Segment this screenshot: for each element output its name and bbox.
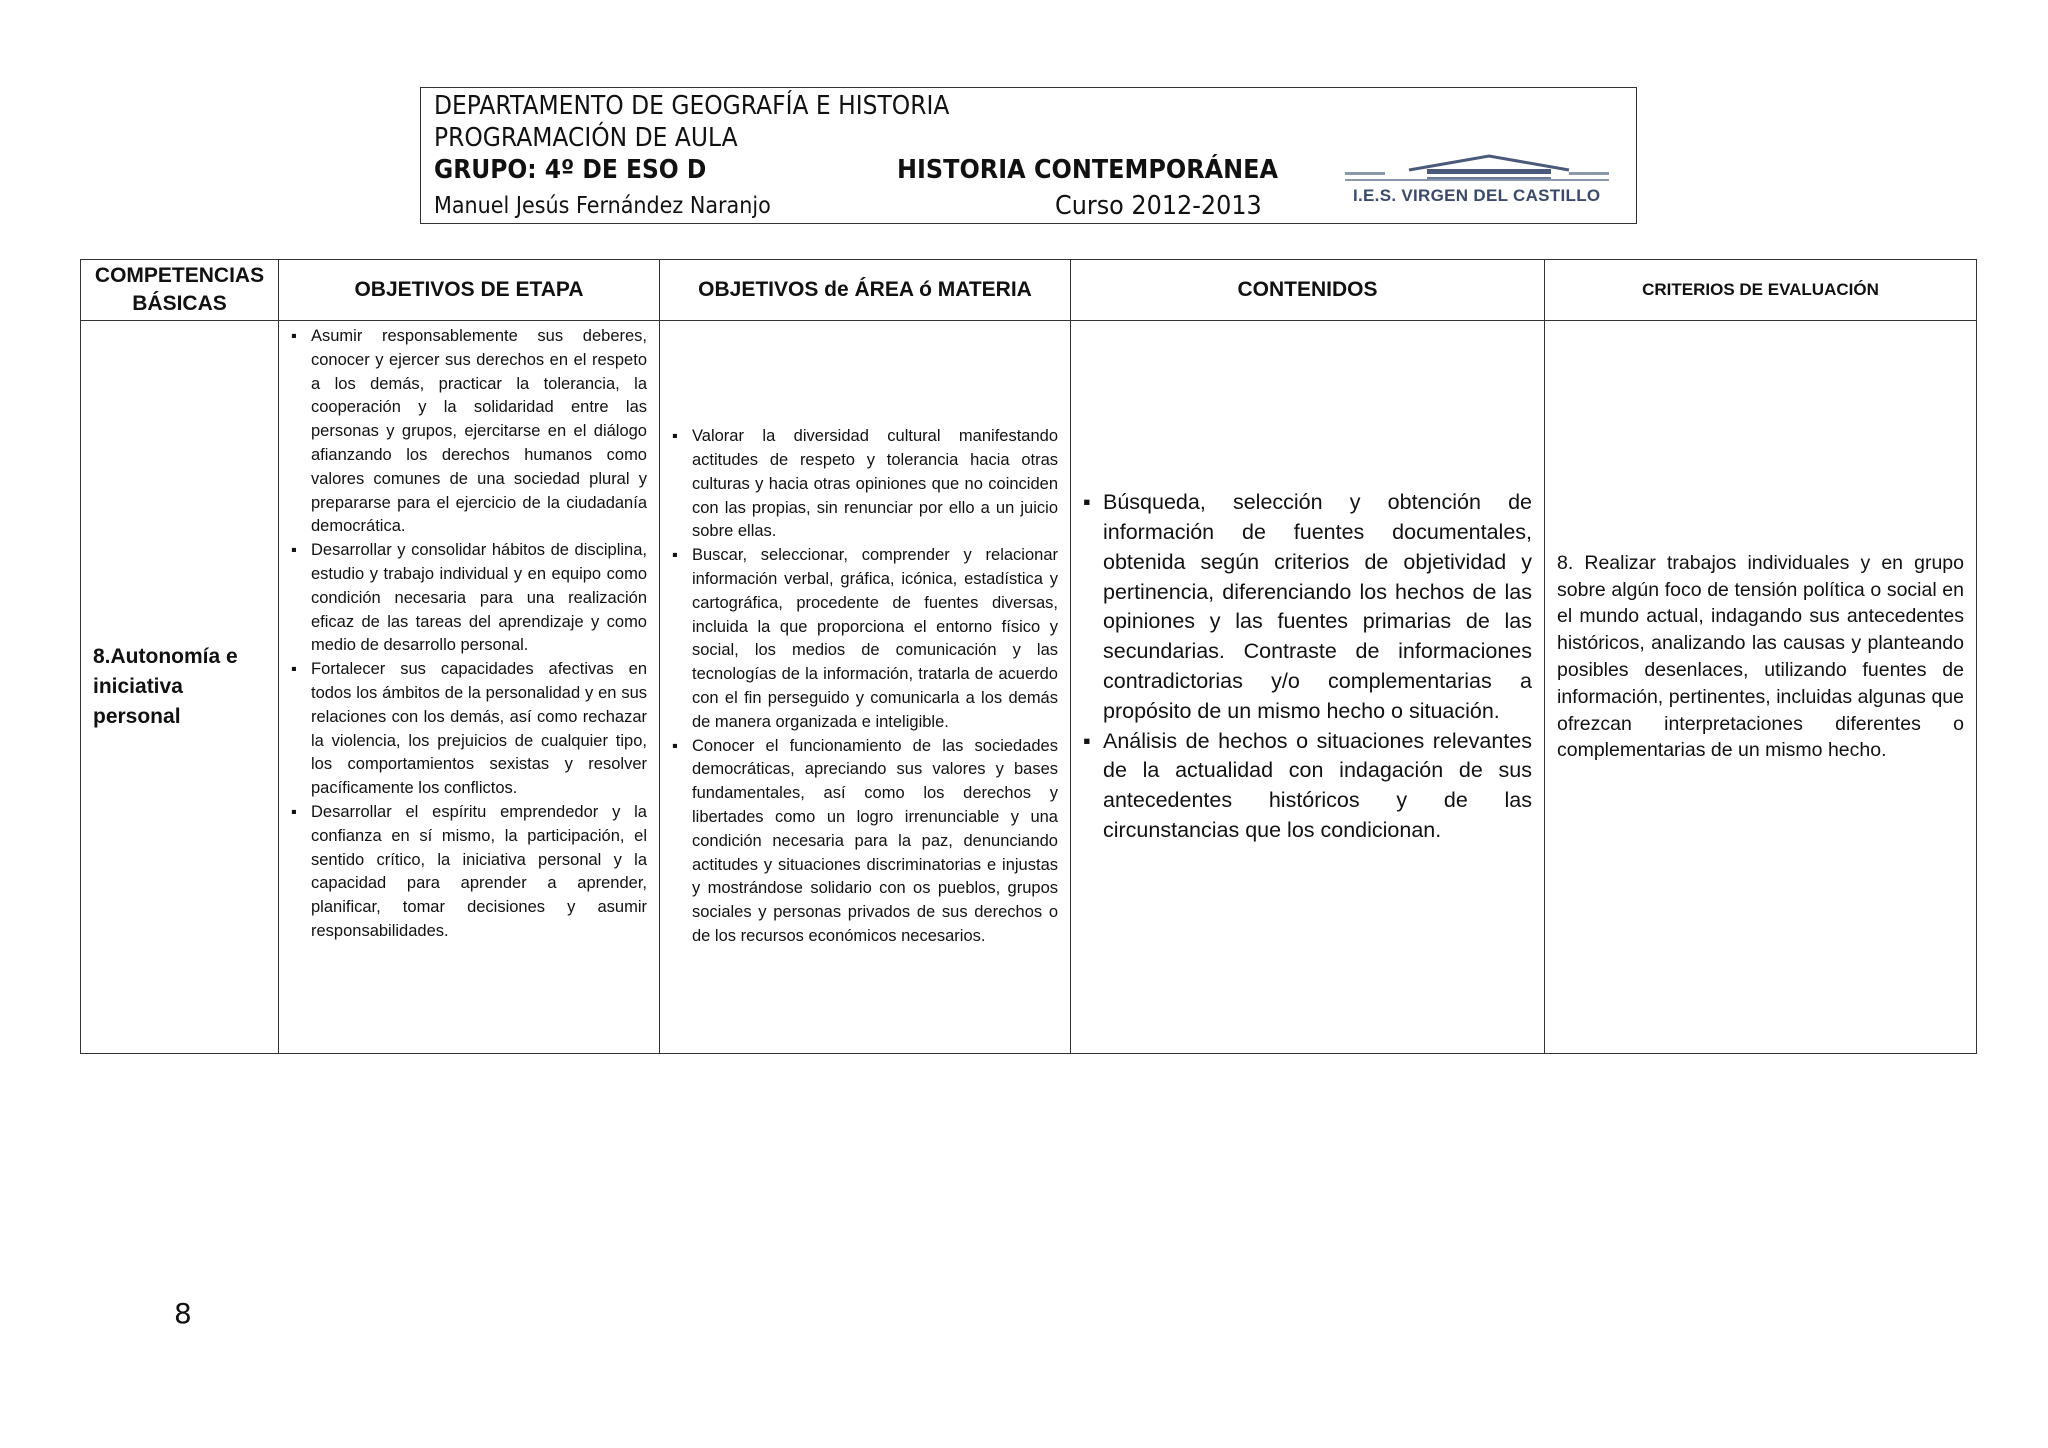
- criterio-cell: [1545, 321, 1977, 1054]
- list-item: ▪ Desarrollar y consolidar hábitos de disciplina, estudio y trabajo individual y en equipo como condición necesaria para una realización eficaz de las tareas del aprendizaje y como medio de desarrollo personal.: [291, 539, 647, 658]
- table-row: [81, 321, 1977, 1054]
- list-item: ▪ Desarrollar el espíritu emprendedor y la confianza en sí mismo, la participación, el sentido crítico, la iniciativa personal y la capacidad para aprender a aprender, planificar, tomar decisiones y asumir responsabilidades.: [291, 801, 647, 944]
- list-item: ▪ Conocer el funcionamiento de las sociedades democráticas, apreciando sus valores y bases fundamentales, así como los derechos y libertades como un logro irrenunciable y una condición necesaria para la paz, denunciando actitudes y situaciones discriminatorias e injustas y mostrándose solidario con os pueblos, grupos sociales y personas privados de sus derechos o de los recursos económicos necesarios.: [672, 735, 1058, 949]
- group-label: GRUPO: 4º DE ESO D: [434, 155, 707, 185]
- document-header: [420, 87, 1637, 224]
- contenidos-list: [1083, 488, 1532, 846]
- department-title: DEPARTAMENTO DE GEOGRAFÍA E HISTORIA: [434, 91, 950, 121]
- objetivos-etapa-list: [291, 325, 647, 944]
- header-contenidos: CONTENIDOS: [1071, 260, 1545, 321]
- table-header-row: [81, 260, 1977, 321]
- criterio-text: 8. Realizar trabajos individuales y en grupo sobre algún foco de tensión política o social en el mundo actual, indagando sus antecedentes históricos, analizando las causas y planteando posibles desenlaces, utilizando fuentes de información, pertinentes, incluidas algunas que ofrezcan interpretaciones diferentes o complementarias de un mismo hecho.: [1557, 551, 1964, 762]
- list-item: ▪ Análisis de hechos o situaciones relevantes de la actualidad con indagación de sus antecedentes históricos y de las circunstancias que los condicionan.: [1083, 727, 1532, 846]
- logo-text: I.E.S. VIRGEN DEL CASTILLO: [1353, 186, 1601, 205]
- objetivos-etapa-cell: [279, 321, 660, 1054]
- competencia-cell: 8.Autonomía e iniciativa personal: [81, 321, 279, 1054]
- program-title: PROGRAMACIÓN DE AULA: [434, 123, 738, 153]
- subject-title: HISTORIA CONTEMPORÁNEA: [897, 155, 1278, 185]
- header-objetivos-area: OBJETIVOS de ÁREA ó MATERIA: [660, 260, 1071, 321]
- list-item: ▪ Asumir responsablemente sus deberes, conocer y ejercer sus derechos en el respeto a los demás, practicar la tolerancia, la cooperación y la solidaridad entre las personas y grupos, ejercitarse en el diálogo afianzando los derechos humanos como valores comunes de una sociedad plural y prepararse para el ejercicio de la ciudadanía democrática.: [291, 325, 647, 539]
- list-item: ▪ Valorar la diversidad cultural manifestando actitudes de respeto y tolerancia hacia otras culturas y hacia otras opiniones que no coinciden con las propias, sin renunciar por ello a un juicio sobre ellas.: [672, 425, 1058, 544]
- header-competencias: COMPETENCIAS BÁSICAS: [81, 260, 279, 321]
- header-criterios: CRITERIOS DE EVALUACIÓN: [1545, 260, 1977, 321]
- school-logo: [1339, 152, 1614, 212]
- course-year: Curso 2012-2013: [1055, 191, 1262, 221]
- page-number: 8: [174, 1297, 192, 1330]
- list-item: ▪ Buscar, seleccionar, comprender y relacionar información verbal, gráfica, icónica, estadística y cartográfica, procedente de fuentes diversas, incluida la que proporciona el entorno físico y social, los medios de comunicación y las tecnologías de la información, tratarla de acuerdo con el fin perseguido y comunicarla a los demás de manera organizada e inteligible.: [672, 544, 1058, 734]
- objetivos-area-cell: [660, 321, 1071, 1054]
- list-item: ▪ Fortalecer sus capacidades afectivas en todos los ámbitos de la personalidad y en sus relaciones con los demás, así como rechazar la violencia, los prejuicios de cualquier tipo, los comportamientos sexistas y resolver pacíficamente los conflictos.: [291, 658, 647, 801]
- contenidos-cell: [1071, 321, 1545, 1054]
- header-objetivos-etapa: OBJETIVOS DE ETAPA: [279, 260, 660, 321]
- curriculum-table: [80, 259, 1977, 1054]
- objetivos-area-list: [672, 425, 1058, 949]
- teacher-name: Manuel Jesús Fernández Naranjo: [434, 193, 771, 219]
- list-item: ▪ Búsqueda, selección y obtención de información de fuentes documentales, obtenida según criterios de objetividad y pertinencia, diferenciando los hechos de las opiniones y las fuentes primarias de las secundarias. Contraste de informaciones contradictorias y/o complementarias a propósito de un mismo hecho o situación.: [1083, 488, 1532, 726]
